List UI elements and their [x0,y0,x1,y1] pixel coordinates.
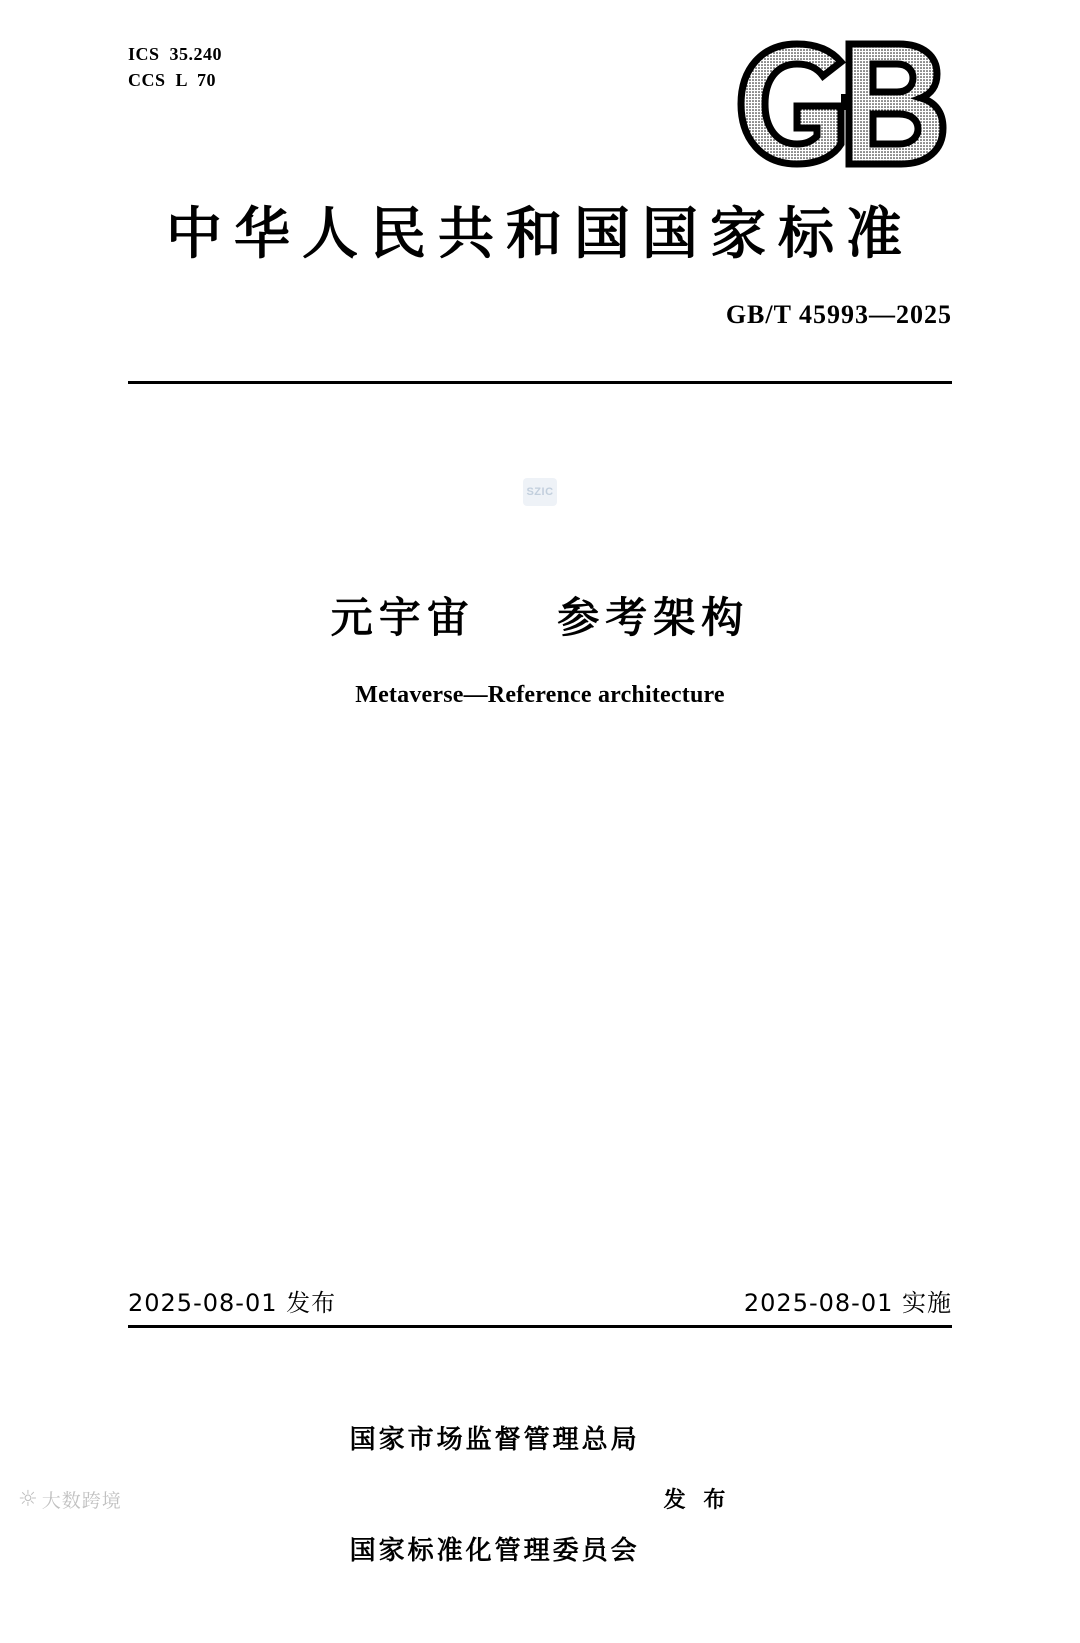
standard-number: GB/T 45993—2025 [725,300,952,329]
issuer-names [350,1348,640,1643]
divider-bottom [128,1325,952,1328]
issuer-line-2: 国家标准化管理委员会 [349,1535,640,1566]
divider-top [128,381,952,384]
authority-title: 中华人民共和国国家标准 [166,201,914,267]
corner-watermark-label: 大数跨境 [41,1490,122,1512]
classification-codes [128,42,222,93]
issuer-publish-label: 发 布 [663,1488,731,1514]
center-watermark: SZIC [523,478,557,506]
issuer-line-1: 国家市场监督管理总局 [349,1424,640,1455]
document-title-english: Metaverse—Reference architecture [355,682,725,708]
gb-emblem-icon [737,40,952,168]
corner-watermark [18,1486,122,1513]
issuing-organizations [0,1348,1080,1643]
corner-watermark-icon: ☼ [18,1486,38,1512]
document-title-chinese: 元宇宙 参考架构 [330,593,750,642]
effective-date: 2025-08-01 实施 [743,1289,952,1317]
ccs-code: CCS L 70 [128,69,217,90]
ics-code: ICS 35.240 [128,44,223,64]
issue-date: 2025-08-01 发布 [128,1289,337,1317]
date-row [128,1283,952,1318]
